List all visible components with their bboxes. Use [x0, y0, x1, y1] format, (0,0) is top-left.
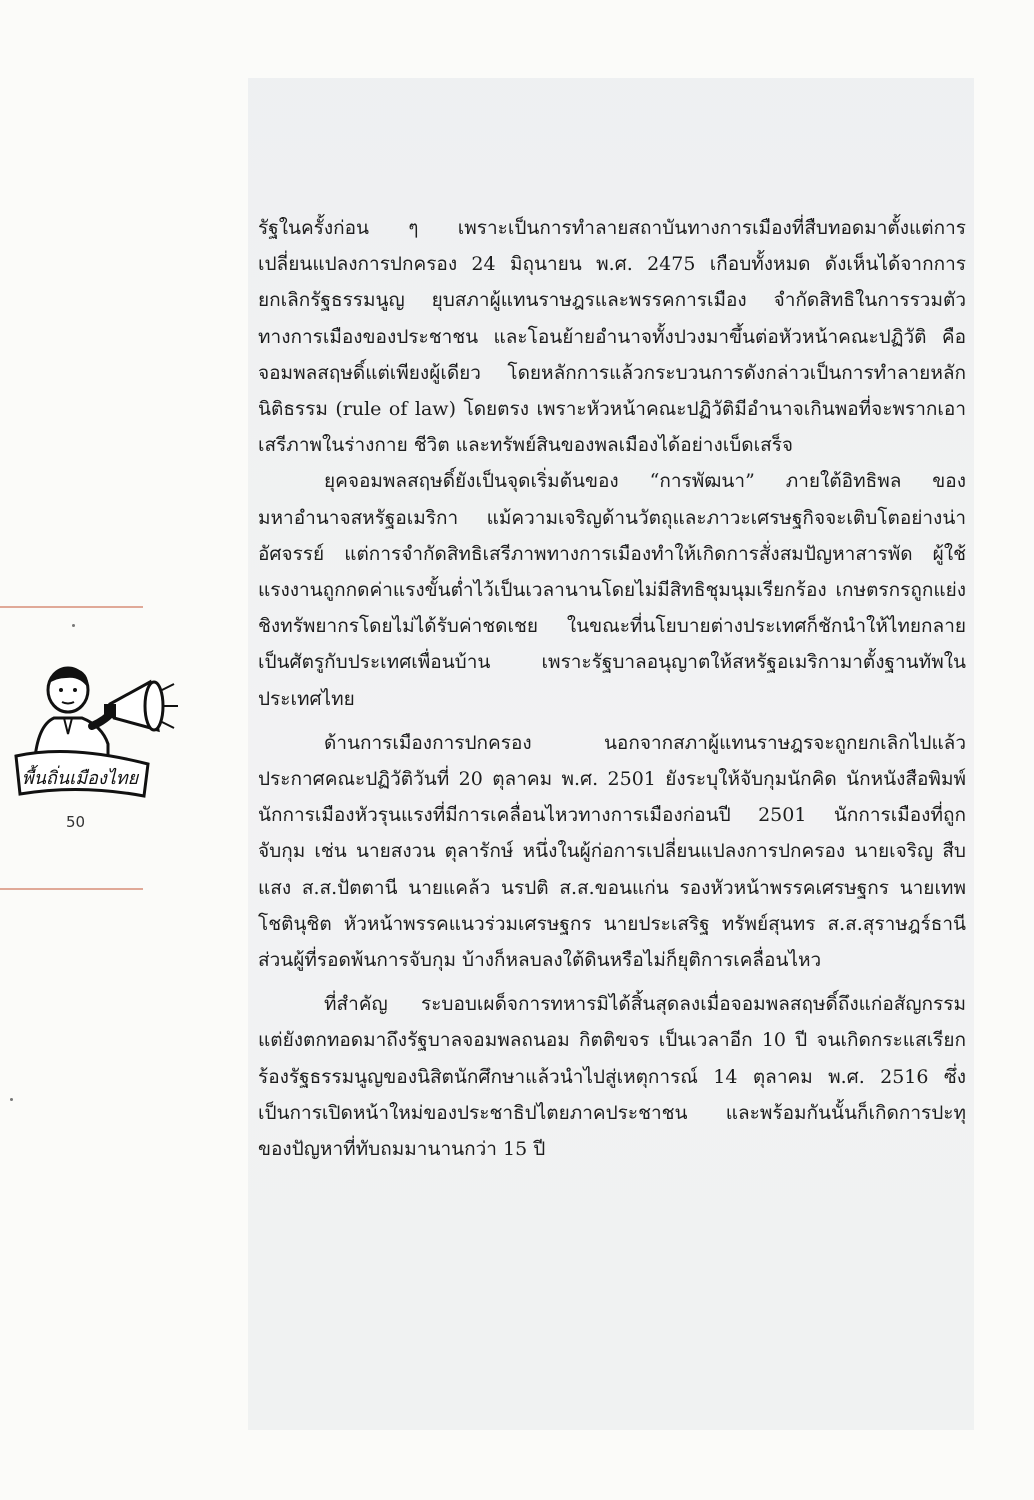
paragraph-3: ด้านการเมืองการปกครอง นอกจากสภาผู้แทนราษฎรจะถูกยกเลิกไปแล้ว ประกาศคณะปฏิวัติวันที่ 20 ตุลาคม พ.ศ. 2501 ยังระบุให้จับกุมนักคิด นักหนังสือพิมพ์ นักการเมืองหัวรุนแรงที่มีการเคลื่อนไหวทางการเมืองก่อนปี 2501 นักการเมืองที่ถูกจับกุม เช่น นายสงวน ตุลารักษ์ หนึ่งในผู้ก่อการเปลี่ยนแปลงการปกครอง นายเจริญ สืบแสง ส.ส.ปัตตานี นายแคล้ว นรปติ ส.ส.ขอนแก่น รองหัวหน้าพรรคเศรษฐกร นายเทพ โชตินุชิต หัวหน้าพรรคแนวร่วมเศรษฐกร นายประเสริฐ ทรัพย์สุนทร ส.ส.สุราษฎร์ธานี ส่วนผู้ที่รอดพ้นการจับกุม บ้างก็หลบลงใต้ดินหรือไม่ก็ยุติการเคลื่อนไหว — [258, 731, 966, 972]
paragraph-4: ที่สำคัญ ระบอบเผด็จการทหารมิได้สิ้นสุดลงเมื่อจอมพลสฤษดิ์ถึงแก่อสัญกรรม แต่ยังตกทอดมาถึงรัฐบาลจอมพลถนอม กิตติขจร เป็นเวลาอีก 10 ปี จนเกิดกระแสเรียกร้องรัฐธรรมนูญของนิสิตนักศึกษาแล้วนำไปสู่เหตุการณ์ 14 ตุลาคม พ.ศ. 2516 ซึ่งเป็นการเปิดหน้าใหม่ของประชาธิปไตยภาคประชาชน และพร้อมกันนั้นก็เกิดการปะทุของปัญหาที่ทับถมมานานกว่า 15 ปี — [258, 993, 966, 1161]
body-text — [258, 210, 966, 1167]
paragraph-2: ยุคจอมพลสฤษดิ์ยังเป็นจุดเริ่มต้นของ “การพัฒนา” ภายใต้อิทธิพล ของมหาอำนาจสหรัฐอเมริกา แม้ความเจริญด้านวัตถุและภาวะเศรษฐกิจจะเติบโตอย่างน่าอัศจรรย์ แต่การจำกัดสิทธิเสรีภาพทางการเมืองทำให้เกิดการสั่งสมปัญหาสารพัด ผู้ใช้แรงงานถูกกดค่าแรงขั้นต่ำไว้เป็นเวลานานโดยไม่มีสิทธิชุมนุมเรียกร้อง เกษตรกรถูกแย่งชิงทรัพยากรโดยไม่ได้รับค่าชดเชย ในขณะที่นโยบายต่างประเทศก็ชักนำให้ไทยกลายเป็นศัตรูกับประเทศเพื่อนบ้าน เพราะรัฐบาลอนุญาตให้สหรัฐอเมริกามาตั้งฐานทัพในประเทศไทย — [258, 470, 966, 710]
logo-text: พื้นถิ่นเมืองไทย — [21, 768, 139, 789]
paper-speck — [72, 624, 75, 627]
margin-rule-top — [0, 606, 143, 608]
page-number: 50 — [66, 813, 86, 831]
margin-rule-bottom — [0, 888, 143, 890]
paper-speck — [10, 1098, 13, 1101]
megaphone-man-logo-icon — [10, 660, 180, 800]
paragraph-1: รัฐในครั้งก่อน ๆ เพราะเป็นการทำลายสถาบันทางการเมืองที่สืบทอดมาตั้งแต่การเปลี่ยนแปลงการปกครอง 24 มิถุนายน พ.ศ. 2475 เกือบทั้งหมด ดังเห็นได้จากการยกเลิกรัฐธรรมนูญ ยุบสภาผู้แทนราษฎรและพรรคการเมือง จำกัดสิทธิในการรวมตัวทางการเมืองของประชาชน และโอนย้ายอำนาจทั้งปวงมาขึ้นต่อหัวหน้าคณะปฏิวัติ คือ จอมพลสฤษดิ์แต่เพียงผู้เดียว โดยหลักการแล้วกระบวนการดังกล่าวเป็นการทำลายหลักนิติธรรม (rule of law) โดยตรง เพราะหัวหน้าคณะปฏิวัติมีอำนาจเกินพอที่จะพรากเอาเสรีภาพในร่างกาย ชีวิต และทรัพย์สินของพลเมืองได้อย่างเบ็ดเสร็จ — [258, 217, 966, 457]
